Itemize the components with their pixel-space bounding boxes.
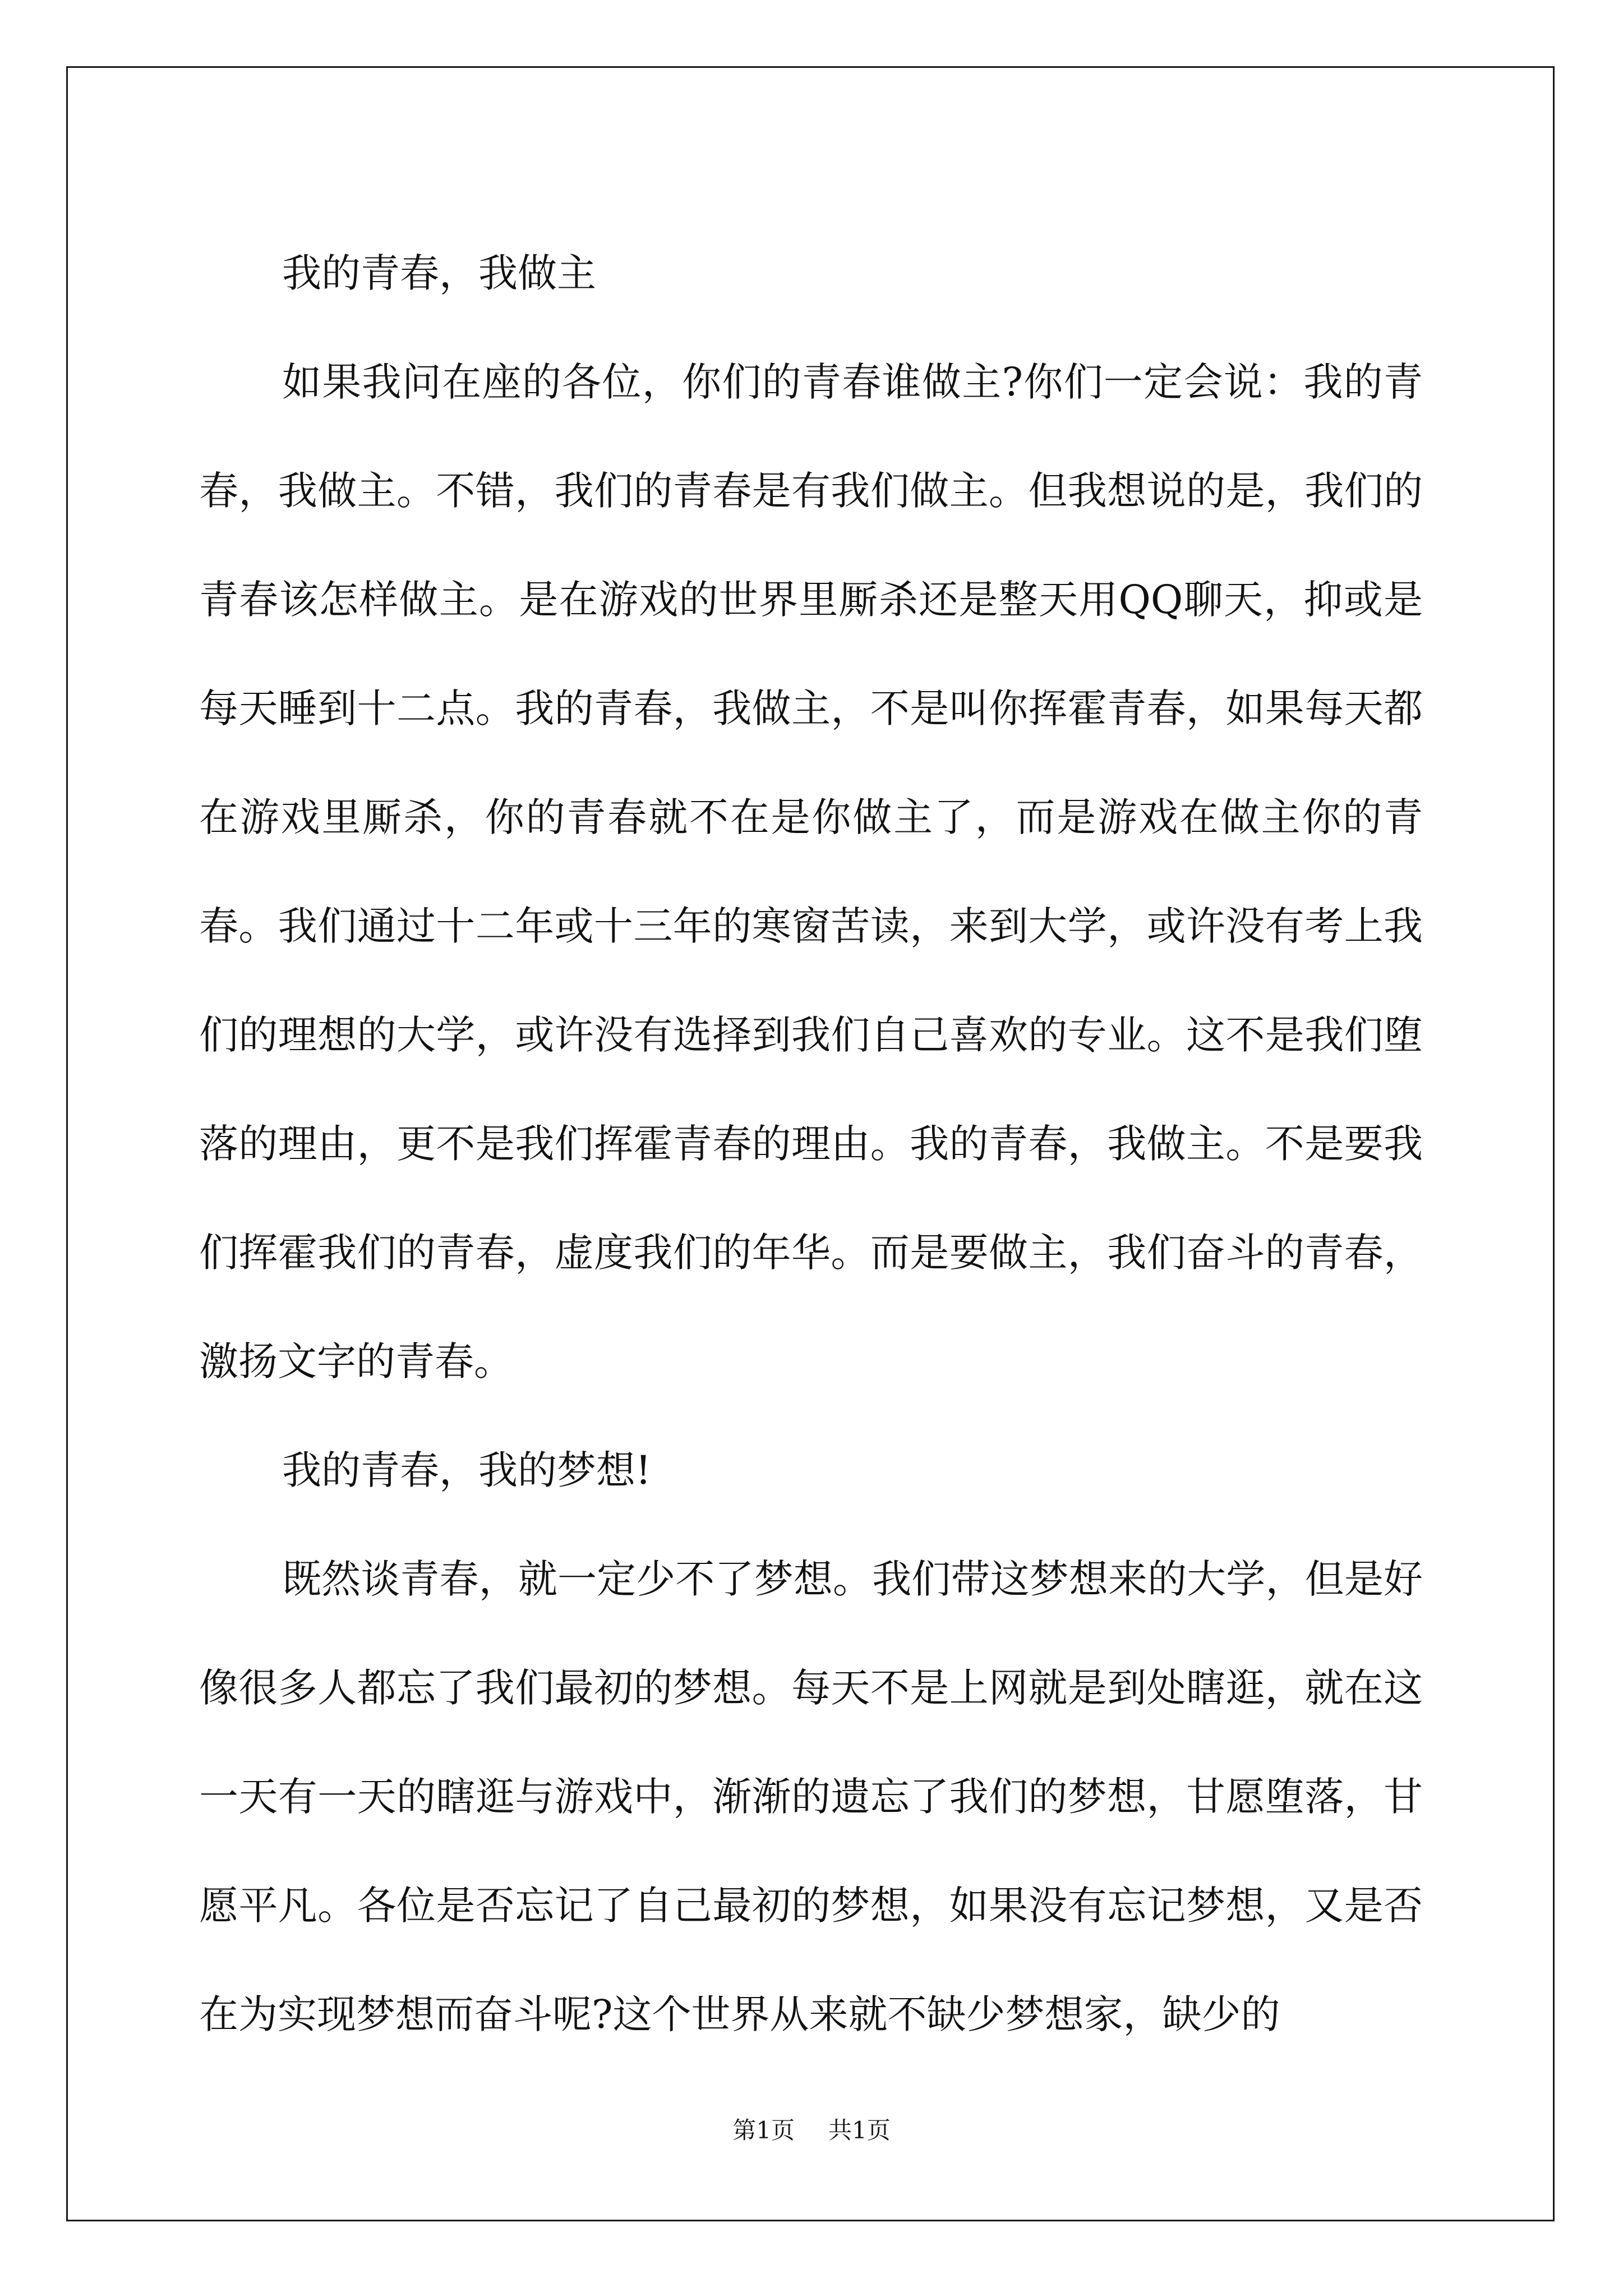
section-heading: 我的青春，我的梦想! [282,1447,652,1493]
page-total: 共1页 [828,2116,891,2144]
document-body [199,219,1423,2069]
section-heading: 我的青春，我做主 [282,250,596,296]
paragraph: 既然谈青春，就一定少不了梦想。我们带这梦想来的大学，但是好像很多人都忘了我们最初的梦想。每天不是上网就是到处瞎逛，就在这一天有一天的瞎逛与游戏中，渐渐的遗忘了我们的梦想，甘愿堕落，甘愿平凡。各位是否忘记了自己最初的梦想，如果没有忘记梦想，又是否在为实现梦想而奋斗呢?这个世界从来就不缺少梦想家，缺少的 [199,1556,1423,2037]
page-number: 第1页 [732,2116,795,2144]
paragraph: 如果我问在座的各位，你们的青春谁做主?你们一定会说：我的青春，我做主。不错，我们的青春是有我们做主。但我想说的是，我们的青春该怎样做主。是在游戏的世界里厮杀还是整天用QQ聊天，抑或是每天睡到十二点。我的青春，我做主，不是叫你挥霍青春，如果每天都在游戏里厮杀，你的青春就不在是你做主了，而是游戏在做主你的青春。我们通过十二年或十三年的寒窗苦读，来到大学，或许没有考上我们的理想的大学，或许没有选择到我们自己喜欢的专业。这不是我们堕落的理由，更不是我们挥霍青春的理由。我的青春，我做主。不是要我们挥霍我们的青春，虚度我们的年华。而是要做主，我们奋斗的青春，激扬文字的青春。 [199,359,1423,1384]
page-footer [0,2112,1623,2146]
